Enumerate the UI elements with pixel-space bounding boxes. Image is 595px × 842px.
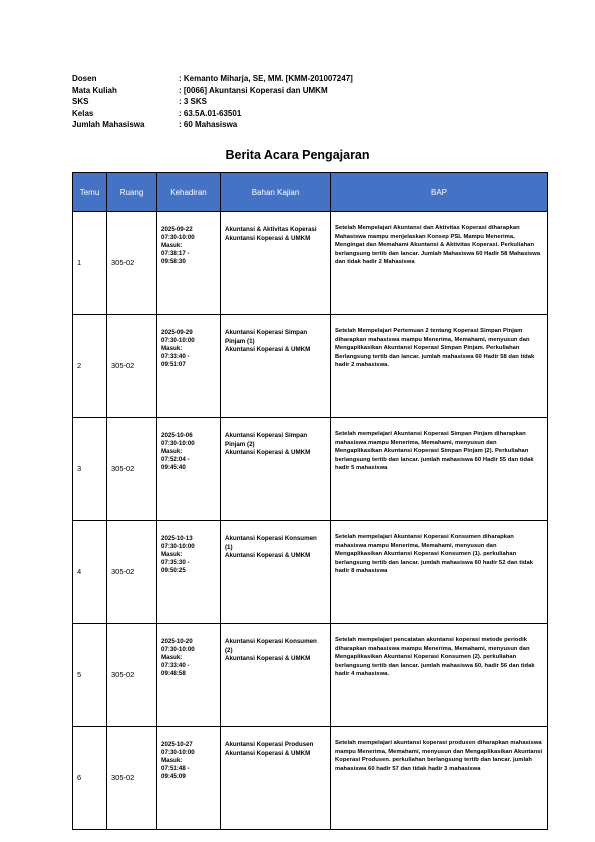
header-value: : Kemanto Miharja, SE, MM. [KMM-201007247]: [179, 74, 353, 83]
header-row-dosen: [72, 73, 353, 85]
cell-temu: 4: [73, 521, 107, 624]
cell-bap: Setelah Mempelajari Akuntansi dan Aktivitas Koperasi diharapkan Mahasiswa mampu menjelaskan Konsep PSL Mampu Menerima, Mengingat dan Memahami Akuntansi & Aktivitas Koperasi. Perkuliahan berlangsung tertib dan lancar. Jumlah Mahasiswa 60 Hadir 58 Mahasiswa dan tidak hadir 2 Mahasiswa: [331, 212, 548, 315]
cell-kehadiran: 2025-09-22 07:30-10:00 Masuk: 07:38:17 - 09:58:30: [157, 212, 221, 315]
header-label: Dosen: [72, 74, 97, 83]
cell-ruang: 305-02: [107, 521, 157, 624]
cell-temu: 6: [73, 727, 107, 830]
header-row-jumlah-mahasiswa: [72, 119, 353, 131]
column-header-kehadiran: Kehadiran: [157, 173, 221, 212]
cell-bap: Setelah mempelajari Akuntansi Koperasi Konsumen diharapkan mahasiswa mampu Menerima, Memahami, menyusun dan Mengaplikasikan Akuntansi Koperasi Konsumen (1). perkuliahan berlangsung tertib dan lancar. jumlah mahasiswa 60 hadir 52 dan tidak hadir 8 mahasiswa: [331, 521, 548, 624]
cell-kehadiran: 2025-10-06 07:30-10:00 Masuk: 07:52:04 - 09:45:40: [157, 418, 221, 521]
table-row: [73, 727, 548, 830]
header-label: Jumlah Mahasiswa: [72, 120, 145, 129]
document-header: [72, 73, 353, 131]
header-value: : 3 SKS: [179, 97, 208, 106]
cell-bahan-kajian: Akuntansi Koperasi Konsumen (1) Akuntansi Koperasi & UMKM: [221, 521, 331, 624]
header-value: : 60 Mahasiswa: [179, 120, 238, 129]
table-row: [73, 315, 548, 418]
cell-kehadiran: 2025-10-27 07:30-10:00 Masuk: 07:51:48 - 09:45:09: [157, 727, 221, 830]
column-header-bap: BAP: [331, 173, 548, 212]
page-title: Berita Acara Pengajaran: [225, 148, 370, 162]
cell-bahan-kajian: Akuntansi Koperasi Produsen Akuntansi Koperasi & UMKM: [221, 727, 331, 830]
cell-bahan-kajian: Akuntansi Koperasi Simpan Pinjam (1) Akuntansi Koperasi & UMKM: [221, 315, 331, 418]
cell-bap: Setelah Mempelajari Pertemuan 2 tentang Koperasi Simpan Pinjam diharapkan mahasiswa mampu Menerima, Memahami, menyusun dan Mengaplikasikan Akuntansi Koperasi Simpan Pinjam. Perkuliahan Berlangsung tertib dan lancar. jumlah mahasiswa 60 Hadir 58 dan tidak hadir 2 mahasiswa.: [331, 315, 548, 418]
cell-ruang: 305-02: [107, 212, 157, 315]
cell-temu: 5: [73, 624, 107, 727]
header-row-sks: [72, 96, 353, 108]
cell-kehadiran: 2025-10-20 07:30-10:00 Masuk: 07:33:40 - 09:48:58: [157, 624, 221, 727]
cell-ruang: 305-02: [107, 624, 157, 727]
column-header-temu: Temu: [73, 173, 107, 212]
table-row: [73, 212, 548, 315]
table-row: [73, 624, 548, 727]
header-value: : [0066] Akuntansi Koperasi dan UMKM: [179, 85, 328, 95]
cell-bap: Setelah mempelajari akuntansi koperasi produsen diharapkan mahasiswa mampu Menerima, Memahami, menyusun dan Mengaplikasikan Akuntansi Koperasi Produsen. perkuliahan berlangsung tertib dan lancar. jumlah mahasiswa 60 hadir 57 dan tidak hadir 3 mahasiswa: [331, 727, 548, 830]
cell-kehadiran: 2025-09-29 07:30-10:00 Masuk: 07:33:40 - 09:51:07: [157, 315, 221, 418]
table-header-row: [73, 173, 548, 212]
cell-ruang: 305-02: [107, 727, 157, 830]
cell-ruang: 305-02: [107, 418, 157, 521]
header-row-mata-kuliah: [72, 85, 353, 97]
cell-bap: Setelah mempelajari Akuntansi Koperasi Simpan Pinjam diharapkan mahasiswa mampu Menerima, Memahami, menyusun dan Mengaplikasikan Akuntansi Koperasi Simpan Pinjam (2). Perkuliahan berlangsung tertib dan lancar. jumlah mahasiswa 60 Hadir 55 dan tidak hadir 5 mahasiswa: [331, 418, 548, 521]
cell-temu: 3: [73, 418, 107, 521]
table-row: [73, 521, 548, 624]
bap-table: [72, 172, 548, 830]
cell-bahan-kajian: Akuntansi & Aktivitas Koperasi Akuntansi Koperasi & UMKM: [221, 212, 331, 315]
header-value: : 63.5A.01-63501: [179, 108, 242, 118]
cell-temu: 2: [73, 315, 107, 418]
cell-kehadiran: 2025-10-13 07:30-10:00 Masuk: 07:35:30 - 09:50:25: [157, 521, 221, 624]
cell-temu: 1: [73, 212, 107, 315]
column-header-ruang: Ruang: [107, 173, 157, 212]
table-row: [73, 418, 548, 521]
cell-bahan-kajian: Akuntansi Koperasi Simpan Pinjam (2) Akuntansi Koperasi & UMKM: [221, 418, 331, 521]
header-label: Kelas: [72, 108, 94, 118]
header-row-kelas: [72, 108, 353, 120]
cell-ruang: 305-02: [107, 315, 157, 418]
column-header-bahan-kajian: Bahan Kajian: [221, 173, 331, 212]
header-label: Mata Kuliah: [72, 85, 117, 95]
cell-bahan-kajian: Akuntansi Koperasi Konsumen (2) Akuntansi Koperasi & UMKM: [221, 624, 331, 727]
cell-bap: Setelah mempelajari pencatatan akuntansi koperasi metode periodik diharapkan mahasiswa mampu Menerima, Memahami, menyusun dan Mengaplikasikan Akuntansi Koperasi Konsumen (2). perkuliahan berlangsung tertib dan lancar. jumlah mahasiswa 60, hadir 56 dan tidak hadir 4 mahasiswa.: [331, 624, 548, 727]
header-label: SKS: [72, 97, 89, 106]
